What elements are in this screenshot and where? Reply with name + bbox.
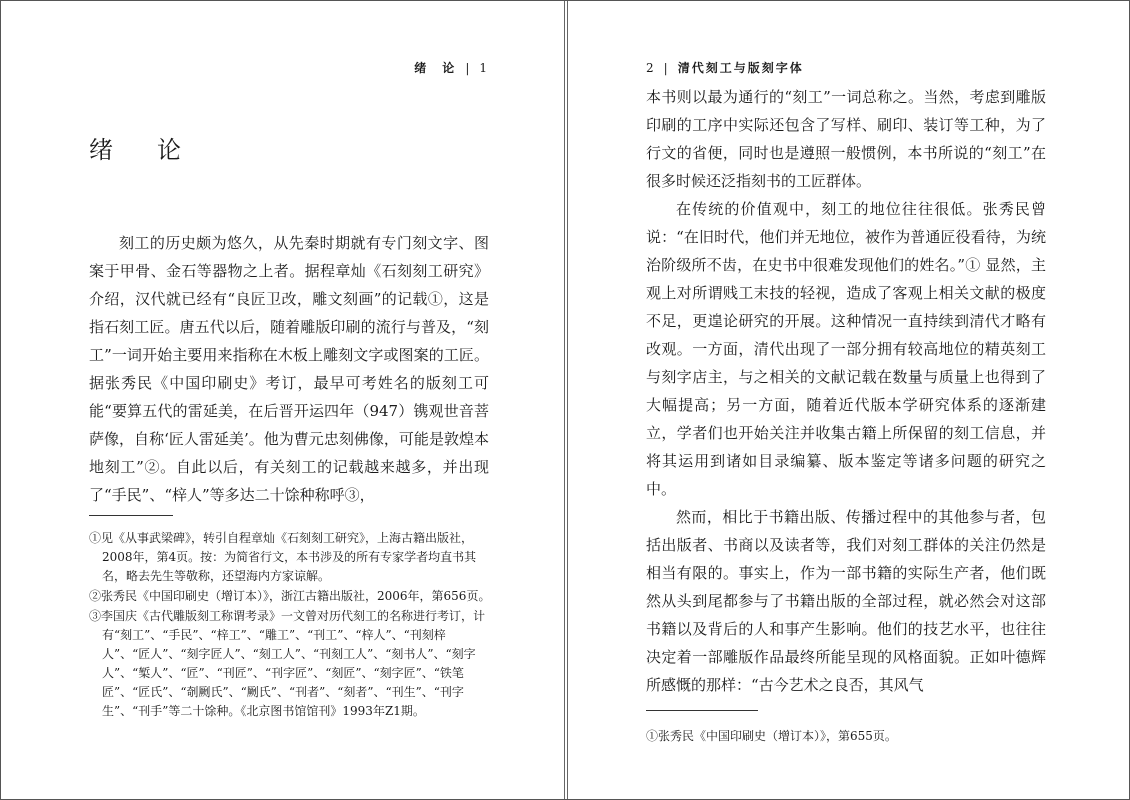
- footnote-rule: [646, 710, 758, 711]
- chapter-title: 绪 论: [89, 136, 191, 165]
- running-head: [414, 59, 488, 76]
- running-head-title: 绪 论: [414, 61, 457, 75]
- footnote: ①张秀民《中国印刷史（增订本）》，第655页。: [646, 729, 897, 743]
- page-number: 1: [479, 61, 488, 75]
- footnotes: [89, 529, 491, 722]
- footnote: ③李国庆《古代雕版刻工称谓考录》一文曾对历代刻工的名称进行考订，计有“刻工”、“手民”、“梓工”、“雕工”、“刊工”、“梓人”、“刊刻梓人”、“匠人”、“刻字匠人”、“刻工人”、“刊刻工人”、“刻书人”、“刻字人”、“椠人”、“匠”、“刊匠”、“刊字匠”、“刻匠”、“刻字匠”、“铁笔匠”、“匠氏”、“剞劂氏”、“劂氏”、“刊者”、“刻者”、“刊生”、“刊字生”、“刊手”等二十馀种。《北京图书馆馆刊》1993年Z1期。: [89, 609, 486, 718]
- right-page: [567, 1, 1129, 799]
- footnotes: [646, 727, 1046, 747]
- footnote: ①见《从事武梁碑》，转引自程章灿《石刻刻工研究》，上海古籍出版社，2008年，第4页。按：为简省行文，本书涉及的所有专家学者均直书其名，略去先生等敬称，还望海内方家谅解。: [89, 531, 477, 583]
- running-head-separator: |: [465, 61, 471, 75]
- running-head-title: 清代刻工与版刻字体: [677, 61, 804, 75]
- footnote: ②张秀民《中国印刷史（增订本）》，浙江古籍出版社，2006年，第656页。: [89, 589, 491, 603]
- running-head: [646, 59, 804, 76]
- body-text: [646, 83, 1046, 699]
- left-page: [1, 1, 565, 799]
- paragraph: 本书则以最为通行的“刻工”一词总称之。当然，考虑到雕版印刷的工序中实际还包含了写样、刷印、装订等工种，为了行文的省便，同时也是遵照一般惯例，本书所说的“刻工”在很多时候还泛指刻书的工匠群体。: [646, 88, 1046, 190]
- body-text: [89, 229, 489, 509]
- running-head-separator: |: [663, 61, 669, 75]
- footnote-rule: [89, 515, 173, 516]
- page-number: 2: [646, 61, 655, 75]
- paragraph: 刻工的历史颇为悠久，从先秦时期就有专门刻文字、图案于甲骨、金石等器物之上者。据程章灿《石刻刻工研究》介绍，汉代就已经有“良匠卫改，雕文刻画”的记载①，这是指石刻工匠。唐五代以后，随着雕版印刷的流行与普及，“刻工”一词开始主要用来指称在木板上雕刻文字或图案的工匠。据张秀民《中国印刷史》考订，最早可考姓名的版刻工可能“要算五代的雷延美，在后晋开运四年（947）镌观世音菩萨像，自称‘匠人雷延美’。他为曹元忠刻佛像，可能是敦煌本地刻工”②。自此以后，有关刻工的记载越来越多，并出现了“手民”、“梓人”等多达二十馀种称呼③，: [89, 234, 489, 504]
- paragraph: 然而，相比于书籍出版、传播过程中的其他参与者，包括出版者、书商以及读者等，我们对刻工群体的关注仍然是相当有限的。事实上，作为一部书籍的实际生产者，他们既然从头到尾都参与了书籍出版的全部过程，就必然会对这部书籍以及背后的人和事产生影响。他们的技艺水平，也往往决定着一部雕版作品最终所能呈现的风格面貌。正如叶德辉所感慨的那样：“古今艺术之良否，其风气: [646, 508, 1046, 694]
- paragraph: 在传统的价值观中，刻工的地位往往很低。张秀民曾说：“在旧时代，他们并无地位，被作为普通匠役看待，为统治阶级所不齿，在史书中很难发现他们的姓名。”① 显然，主观上对所谓贱工末技的轻视，造成了客观上相关文献的极度不足，更遑论研究的开展。这种情况一直持续到清代才略有改观。一方面，清代出现了一部分拥有较高地位的精英刻工与刻字店主，与之相关的文献记载在数量与质量上也得到了大幅提高；另一方面，随着近代版本学研究体系的逐渐建立，学者们也开始关注并收集古籍上所保留的刻工信息，并将其运用到诸如目录编纂、版本鉴定等诸多问题的研究之中。: [646, 200, 1046, 498]
